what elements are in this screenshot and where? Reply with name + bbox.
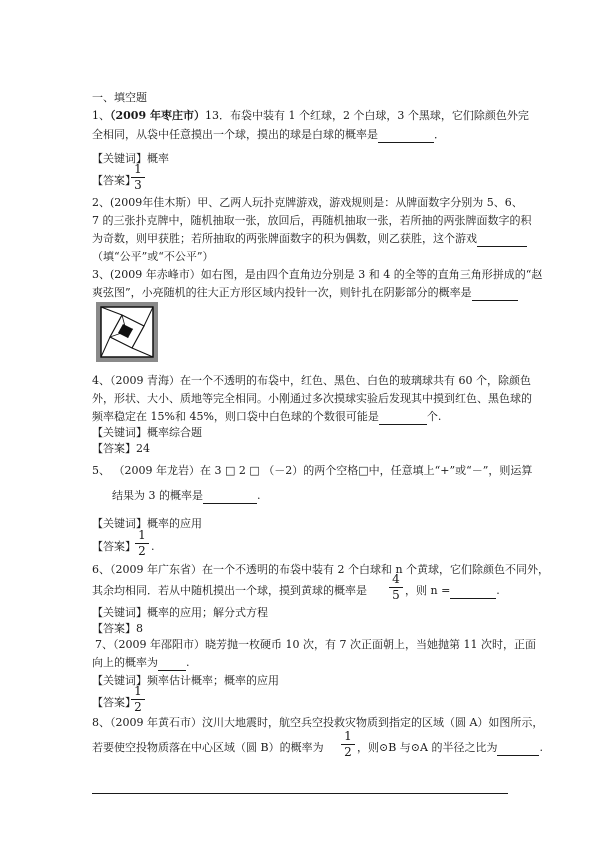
q1-answer-denominator: 3 [134,178,142,192]
q1-line1 [92,109,529,123]
q6-line2-end: . [496,584,500,597]
q4-keyword: 【关键词】概率综合题 [92,426,202,439]
q7-line1: 7、（2009 年邵阳市）晓芳抛一枚硬币 10 次，有 7 次正面朝上，当她抛第 11 次时，正面 [95,638,536,651]
q6-fraction-denominator: 5 [392,588,400,602]
page-footer-rule [92,793,508,794]
q8-fraction-numerator: 1 [344,729,352,743]
section-title: 一、填空题 [92,91,147,104]
q4-line2: 外，形状、大小、质地等完全相同。小刚通过多次摸球实验后发现其中摸到红色、黑色球的 [92,392,532,405]
q6-fraction [389,573,403,602]
q1-answer-label: 【答案】 [92,174,136,187]
q8-line2-text: 若要使空投物质落在中心区域（圆 B）的概率为 [92,741,324,754]
q5-line1: 5、 （2009 年龙岩）在 3 □ 2 □ （－2）的两个空格□中，任意填上“+”或“－”，则运算 [92,464,533,477]
q5-line2-end: . [257,489,261,502]
q8-fraction-denominator: 2 [344,745,352,759]
q2-line3 [92,232,527,247]
q5-answer-fraction [135,529,149,558]
q3-answer-blank [472,286,518,301]
q4-line1: 4、（2009 青海）在一个不透明的布袋中，红色、黑色、白色的玻璃球共有 60 个，除颜色 [92,374,531,387]
q8-line2-end: . [539,741,543,754]
q6-answer-blank [450,584,496,599]
q6-line2-rest [405,584,500,599]
q8-line1: 8、（2009 年黄石市）汶川大地震时，航空兵空投救灾物质到指定的区域（圆 A）如图所示， [92,716,544,729]
q7-line2-end: . [186,656,190,669]
q7-answer-numerator: 1 [134,684,142,698]
q2-answer-blank [477,232,527,247]
q1-answer-fraction [131,163,145,192]
q2-line4: （填“公平”或“不公平”） [92,250,214,263]
q4-line3-text: 频率稳定在 15%和 45%，则口袋中白色球的个数很可能是 [92,410,379,423]
q3-line2 [92,286,518,301]
q1-answer-blank [378,128,434,143]
q7-answer-denominator: 2 [134,700,142,714]
zhao-shuang-chord-figure [96,302,158,362]
q1-number: 1、 [92,109,110,122]
q1-text: 13．布袋中装有 1 个红球，2 个白球，3 个黑球，它们除颜色外完 [204,109,529,122]
q7-answer-blank [158,656,186,671]
q7-answer-fraction [131,685,145,714]
chord-diagram-svg [96,302,158,362]
q7-line2 [92,656,190,671]
q1-line2-text: 全相同，从袋中任意摸出一个球，摸出的球是白球的概率是 [92,128,378,141]
q6-line2-text: 其余均相同．若从中随机摸出一个球，摸到黄球的概率是 [92,584,367,597]
q6-line2-mid: ，则 n = [405,584,451,597]
q7-keyword: 【关键词】频率估计概率；概率的应用 [92,674,279,687]
q5-line2 [112,489,261,504]
q5-answer-end: . [151,540,155,553]
q5-answer-numerator: 1 [138,528,146,542]
q8-answer-blank [497,741,539,756]
q4-line3-end: 个. [426,410,442,423]
q6-keyword: 【关键词】概率的应用；解分式方程 [92,606,268,619]
q1-line2-end: ． [434,128,445,141]
q8-fraction [341,730,355,759]
q3-line1: 3、(2009 年赤峰市）如右图，是由四个直角边分别是 3 和 4 的全等的直角三角形拼成的“赵 [92,268,543,281]
q4-line3 [92,410,441,425]
q5-line2-text: 结果为 3 的概率是 [112,489,203,502]
q2-line2: 7 的三张扑克牌中，随机抽取一张，放回后，再随机抽取一张，若所抽的两张牌面数字的积 [92,214,532,227]
q5-answer-blank [203,489,257,504]
q8-line2-rest [357,741,543,756]
q5-answer-denominator: 2 [138,544,146,558]
q1-source: （2009 年枣庄市） [110,109,205,122]
q6-answer: 【答案】8 [92,622,143,635]
q7-line2-text: 向上的概率为 [92,656,158,669]
q8-line2-mid: ，则⊙B 与⊙A 的半径之比为 [357,741,498,754]
q3-line2-text: 爽弦图”，小亮随机的往大正方形区域内投针一次，则针扎在阴影部分的概率是 [92,286,472,299]
q5-answer-label: 【答案】 [92,540,136,553]
q2-line1: 2、(2009年佳木斯）甲、乙两人玩扑克牌游戏，游戏规则是：从牌面数字分别为 5、6、 [92,196,523,209]
q5-keyword: 【关键词】概率的应用 [92,517,202,530]
q1-keyword: 【关键词】概率 [92,152,169,165]
q7-answer-label: 【答案】 [92,696,136,709]
q6-fraction-numerator: 4 [392,572,400,586]
q4-answer: 【答案】24 [92,442,150,455]
q1-line2 [92,128,445,143]
q4-answer-blank [379,410,427,425]
q1-answer-numerator: 1 [134,162,142,176]
q6-line1: 6、（2009 年广东省）在一个不透明的布袋中装有 2 个白球和 n 个黄球，它们除颜色不同外， [92,563,550,576]
q2-line3-text: 为奇数，则甲获胜；若所抽取的两张牌面数字的积为偶数，则乙获胜，这个游戏 [92,232,477,245]
